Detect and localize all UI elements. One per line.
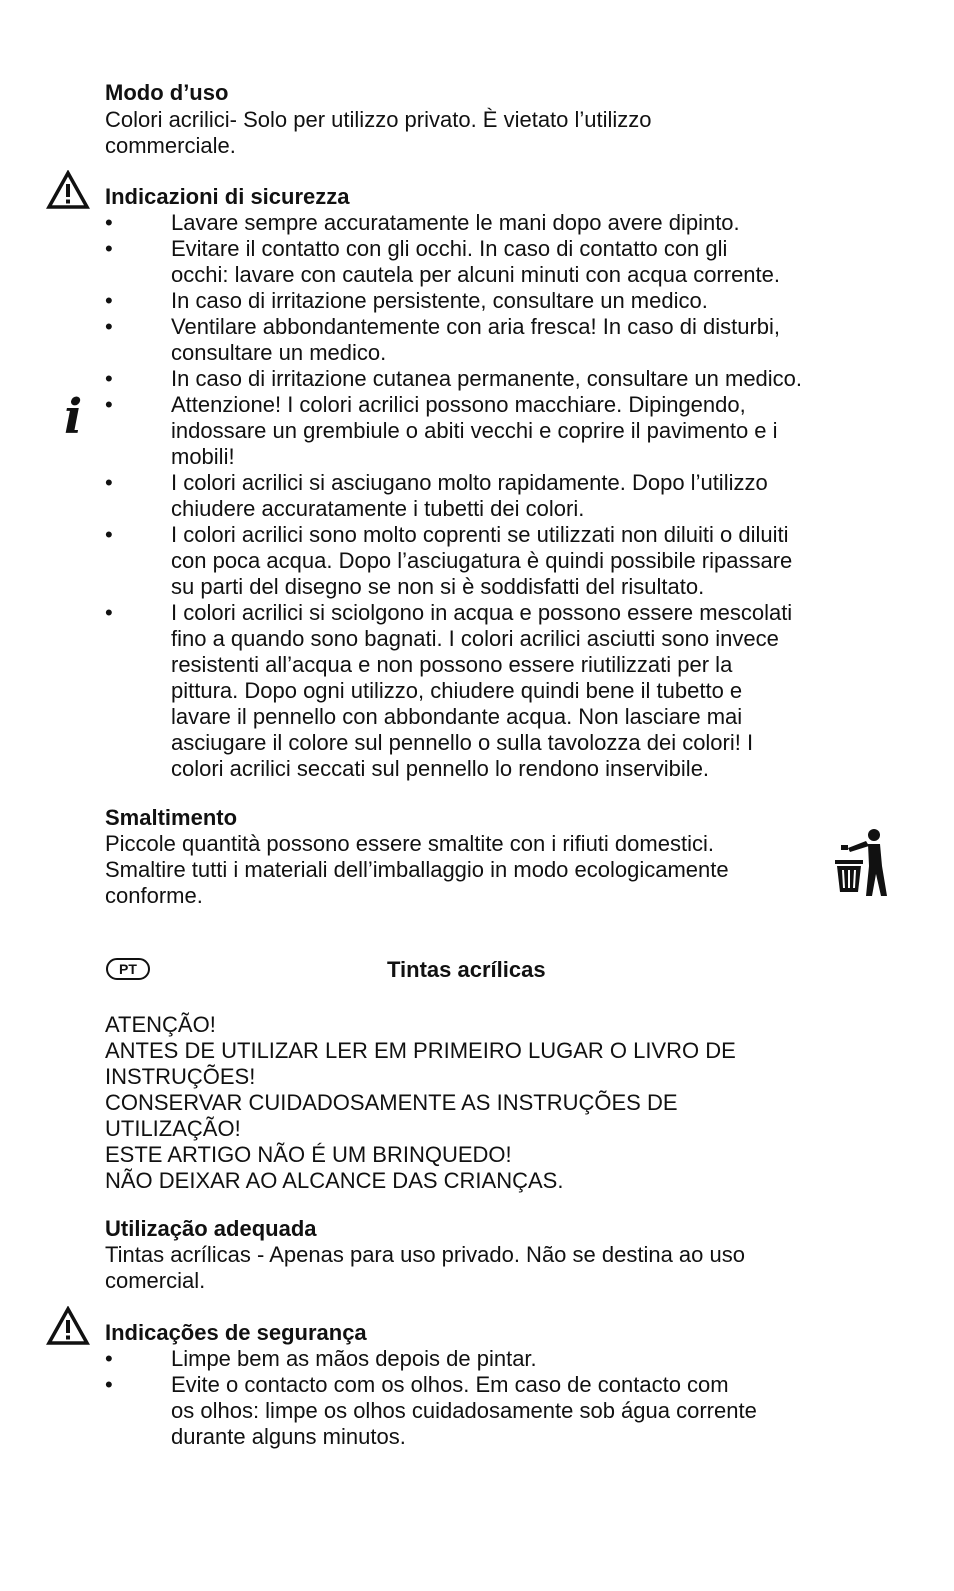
- pt-warning-line: INSTRUÇÕES!: [105, 1064, 256, 1089]
- bullet-text: occhi: lavare con cautela per alcuni minuti con acqua corrente.: [171, 262, 781, 287]
- warning-triangle-icon: [46, 170, 90, 210]
- bullet-text: indossare un grembiule o abiti vecchi e coprire il pavimento e i: [171, 418, 778, 443]
- bullet-marker: •: [105, 314, 113, 339]
- trash-bin-disposal-icon: [832, 826, 888, 898]
- bullet-text: Evite o contacto com os olhos. Em caso de contacto com: [171, 1372, 729, 1397]
- pt-warning-line: UTILIZAÇÃO!: [105, 1116, 241, 1141]
- bullet-text: durante alguns minutos.: [171, 1424, 406, 1449]
- it-disposal-line: Piccole quantità possono essere smaltite con i rifiuti domestici.: [105, 831, 714, 856]
- bullet-text: fino a quando sono bagnati. I colori acrilici asciutti sono invece: [171, 626, 779, 651]
- bullet-text: chiudere accuratamente i tubetti dei colori.: [171, 496, 585, 521]
- bullet-marker: •: [105, 366, 113, 391]
- pt-safety-title: Indicações de segurança: [105, 1320, 367, 1345]
- bullet-marker: •: [105, 600, 113, 625]
- bullet-text: Ventilare abbondantemente con aria fresca! In caso di disturbi,: [171, 314, 781, 339]
- warning-triangle-icon: [46, 1306, 90, 1346]
- bullet-text: In caso di irritazione cutanea permanente, consultare un medico.: [171, 366, 803, 391]
- info-icon: i: [64, 389, 83, 445]
- pt-warning-line: ESTE ARTIGO NÃO É UM BRINQUEDO!: [105, 1142, 512, 1167]
- it-safety-title: Indicazioni di sicurezza: [105, 184, 350, 209]
- bullet-text: Limpe bem as mãos depois de pintar.: [171, 1346, 537, 1371]
- bullet-text: Attenzione! I colori acrilici possono macchiare. Dipingendo,: [171, 392, 746, 417]
- bullet-marker: •: [105, 522, 113, 547]
- bullet-text: Evitare il contatto con gli occhi. In caso di contatto con gli: [171, 236, 728, 261]
- bullet-text: su parti del disegno se non si è soddisfatti del risultato.: [171, 574, 705, 599]
- bullet-text: con poca acqua. Dopo l’asciugatura è quindi possibile ripassare: [171, 548, 793, 573]
- pt-warning-line: ATENÇÃO!: [105, 1012, 216, 1037]
- bullet-text: lavare il pennello con abbondante acqua. Non lasciare mai: [171, 704, 743, 729]
- bullet-text: consultare un medico.: [171, 340, 387, 365]
- bullet-text: os olhos: limpe os olhos cuidadosamente sob água corrente: [171, 1398, 757, 1423]
- it-usage-line: Colori acrilici- Solo per utilizzo privato. È vietato l’utilizzo: [105, 107, 652, 132]
- pt-warning-line: CONSERVAR CUIDADOSAMENTE AS INSTRUÇÕES DE: [105, 1090, 678, 1115]
- bullet-text: I colori acrilici si sciolgono in acqua e possono essere mescolati: [171, 600, 793, 625]
- pt-warning-line: ANTES DE UTILIZAR LER EM PRIMEIRO LUGAR O LIVRO DE: [105, 1038, 736, 1063]
- it-usage-line: commerciale.: [105, 133, 236, 158]
- bullet-marker: •: [105, 288, 113, 313]
- pt-usage-title: Utilização adequada: [105, 1216, 317, 1241]
- it-disposal-line: Smaltire tutti i materiali dell’imballaggio in modo ecologicamente: [105, 857, 729, 882]
- bullet-text: I colori acrilici si asciugano molto rapidamente. Dopo l’utilizzo: [171, 470, 768, 495]
- bullet-text: Lavare sempre accuratamente le mani dopo avere dipinto.: [171, 210, 740, 235]
- bullet-text: colori acrilici seccati sul pennello lo rendono inservibile.: [171, 756, 710, 781]
- bullet-text: pittura. Dopo ogni utilizzo, chiudere quindi bene il tubetto e: [171, 678, 743, 703]
- pt-product-title: Tintas acrílicas: [387, 957, 546, 982]
- pt-usage-line: Tintas acrílicas - Apenas para uso privado. Não se destina ao uso: [105, 1242, 745, 1267]
- bullet-marker: •: [105, 470, 113, 495]
- bullet-marker: •: [105, 210, 113, 235]
- bullet-text: asciugare il colore sul pennello o sulla tavolozza dei colori! I: [171, 730, 754, 755]
- bullet-text: resistenti all’acqua e non possono essere riutilizzati per la: [171, 652, 733, 677]
- country-badge-pt: PT: [106, 958, 150, 980]
- bullet-text: mobili!: [171, 444, 235, 469]
- bullet-marker: •: [105, 1372, 113, 1397]
- it-disposal-title: Smaltimento: [105, 805, 238, 830]
- bullet-text: I colori acrilici sono molto coprenti se utilizzati non diluiti o diluiti: [171, 522, 789, 547]
- pt-warning-line: NÃO DEIXAR AO ALCANCE DAS CRIANÇAS.: [105, 1168, 564, 1193]
- it-usage-title: Modo d’uso: [105, 80, 229, 105]
- bullet-marker: •: [105, 236, 113, 261]
- pt-usage-line: comercial.: [105, 1268, 206, 1293]
- it-disposal-line: conforme.: [105, 883, 203, 908]
- bullet-marker: •: [105, 392, 113, 417]
- bullet-marker: •: [105, 1346, 113, 1371]
- bullet-text: In caso di irritazione persistente, consultare un medico.: [171, 288, 708, 313]
